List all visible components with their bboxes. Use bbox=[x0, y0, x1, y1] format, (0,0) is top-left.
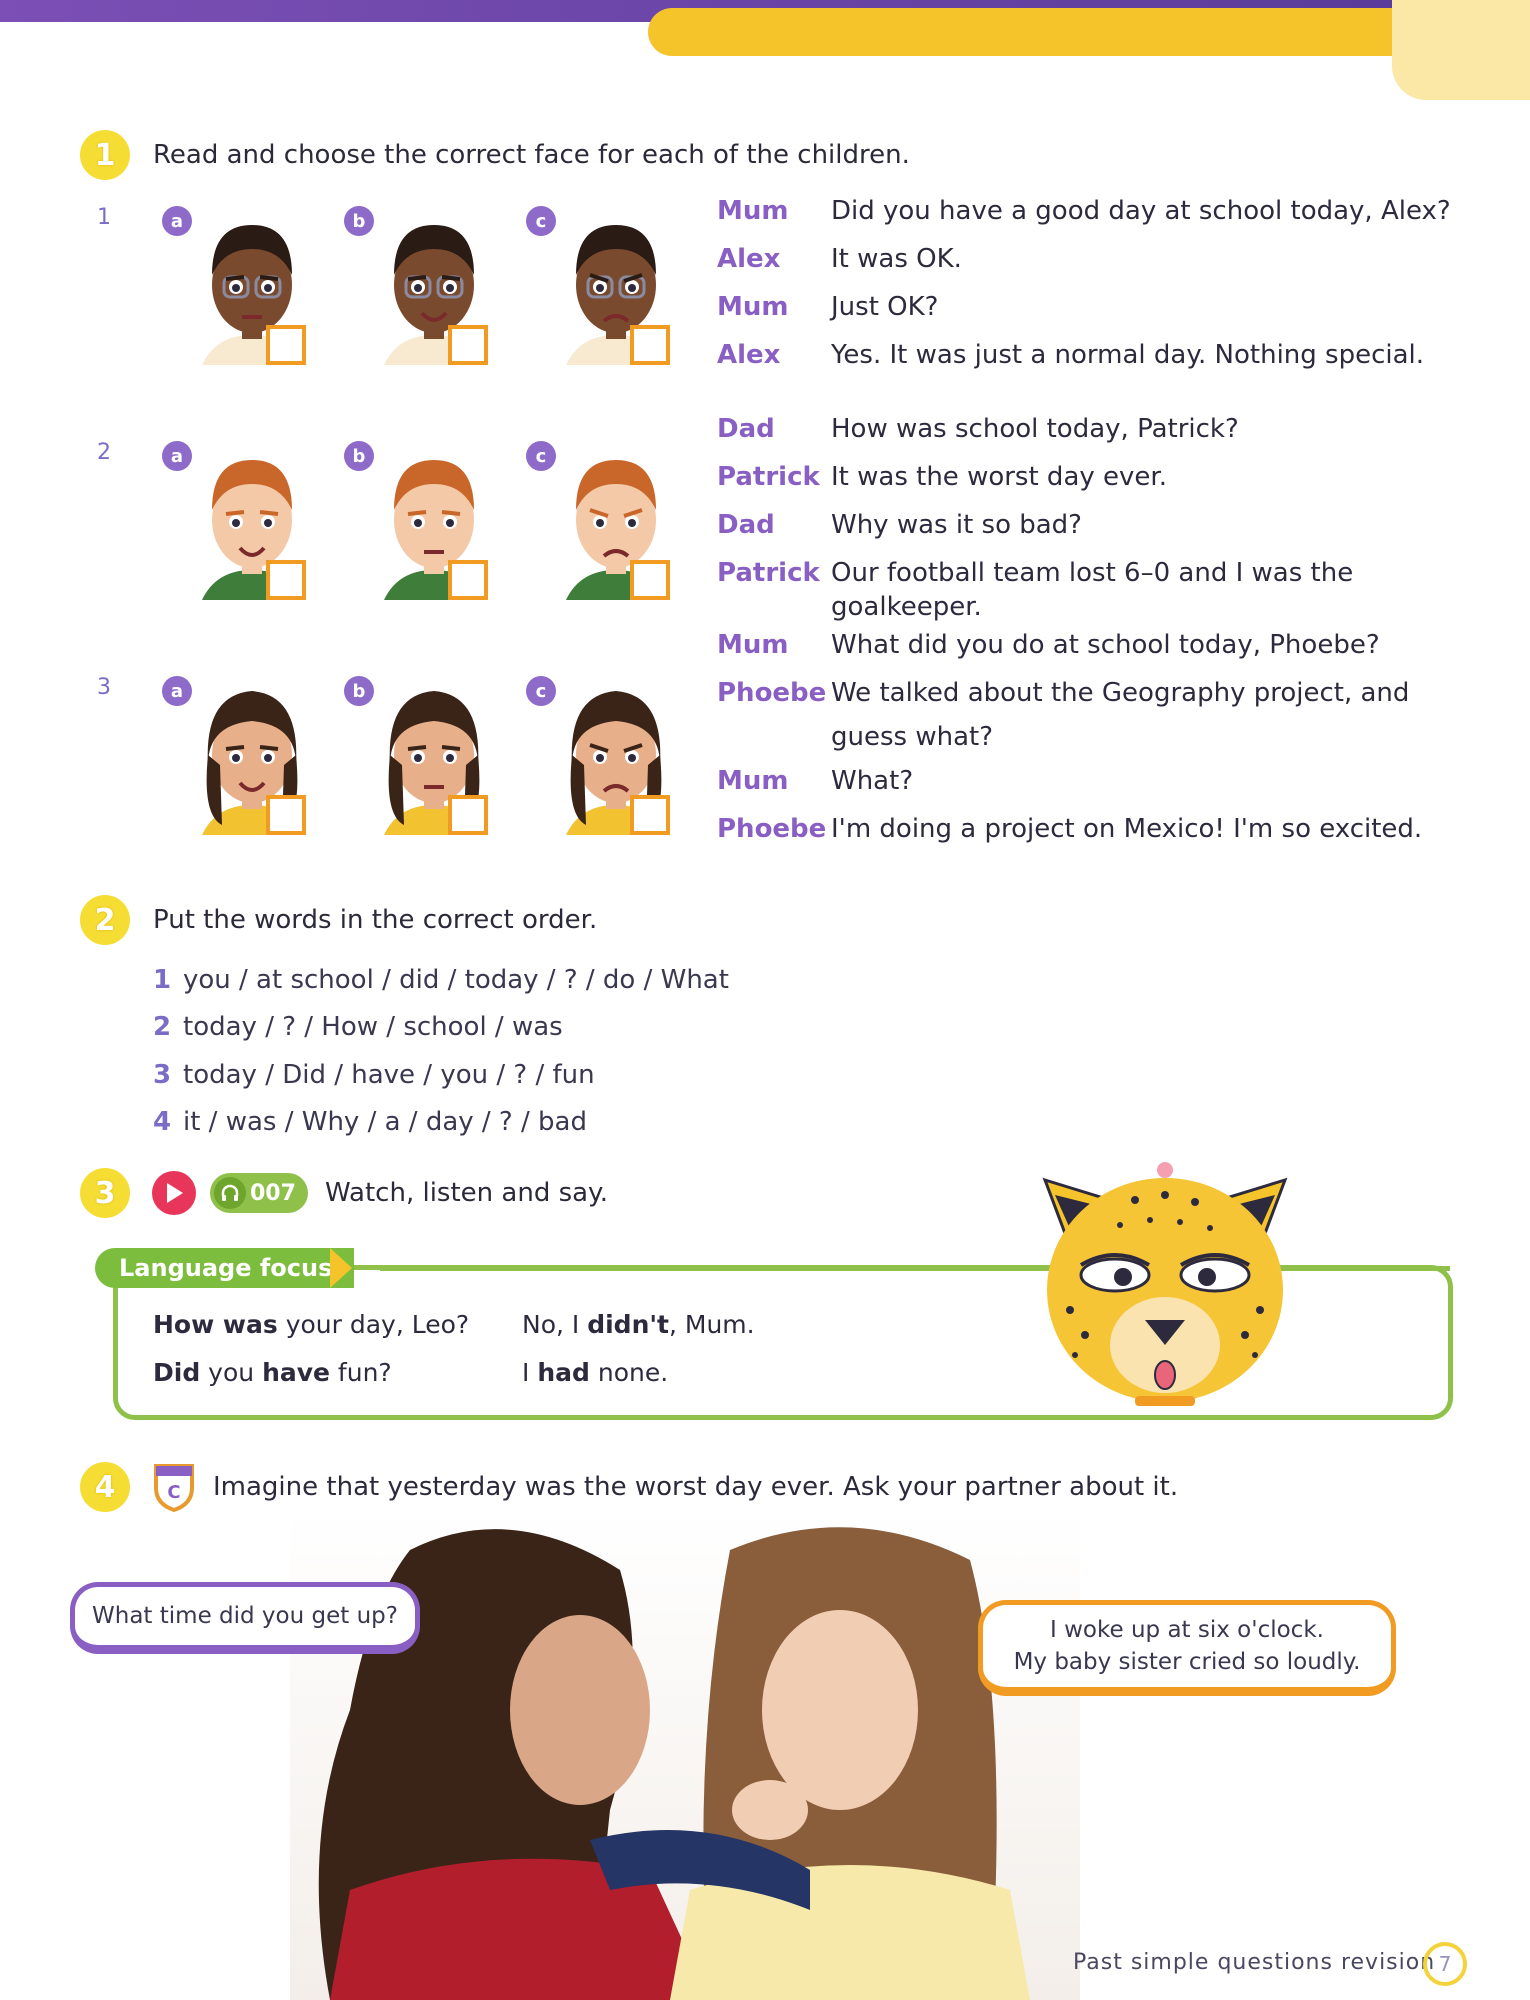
audio-track-number: 007 bbox=[250, 1180, 296, 1206]
headphones-icon bbox=[214, 1177, 246, 1209]
dialogue-text: Did you have a good day at school today, Alex? bbox=[831, 196, 1451, 226]
dialogue-speaker: Patrick bbox=[717, 462, 820, 492]
answer-checkbox[interactable] bbox=[630, 560, 670, 600]
face-option-label: c bbox=[526, 206, 556, 236]
dialogue-speaker: Mum bbox=[717, 766, 789, 796]
face-option-label: b bbox=[344, 441, 374, 471]
speech-bubble-left-text: What time did you get up? bbox=[70, 1582, 420, 1654]
lf-answer-1: No, I didn't, Mum. bbox=[522, 1310, 755, 1339]
face-option-label: c bbox=[526, 441, 556, 471]
dialogue-text: How was school today, Patrick? bbox=[831, 414, 1239, 444]
exercise-1-badge: 1 bbox=[80, 130, 130, 180]
dialogue-speaker bbox=[717, 720, 831, 754]
exercise-4-instruction: Imagine that yesterday was the worst day ever. Ask your partner about it. bbox=[213, 1472, 1179, 1502]
dialogue-speaker: Dad bbox=[717, 414, 775, 444]
dialogue-text: What? bbox=[831, 766, 914, 796]
order-item-3: 3 today / Did / have / you / ? / fun bbox=[153, 1060, 595, 1090]
dialogue-text: Why was it so bad? bbox=[831, 510, 1082, 540]
dialogue-line bbox=[717, 194, 1471, 228]
face-option-label: a bbox=[162, 441, 192, 471]
play-video-icon[interactable] bbox=[152, 1171, 196, 1215]
dialogue-line bbox=[717, 764, 1471, 798]
answer-checkbox[interactable] bbox=[448, 325, 488, 365]
dialogue-text: We talked about the Geography project, and bbox=[831, 678, 1410, 708]
dialogue-speaker: Mum bbox=[717, 630, 789, 660]
page-corner-tab bbox=[1392, 0, 1530, 100]
face-row-number: 1 bbox=[97, 205, 111, 230]
dialogue-line bbox=[717, 460, 1471, 494]
dialogue-line bbox=[717, 556, 1471, 624]
lf-question-1: How was your day, Leo? bbox=[153, 1310, 470, 1339]
face-option-label: c bbox=[526, 676, 556, 706]
dialogue-speaker: Alex bbox=[717, 340, 781, 370]
dialogue-line bbox=[717, 628, 1471, 662]
order-item-2: 2 today / ? / How / school / was bbox=[153, 1012, 563, 1042]
face-row-number: 2 bbox=[97, 440, 111, 465]
dialogue-speaker: Phoebe bbox=[717, 814, 827, 844]
face-option-label: a bbox=[162, 676, 192, 706]
exercise-1-instruction: Read and choose the correct face for each of the children. bbox=[153, 140, 910, 170]
dialogue-line bbox=[717, 290, 1471, 324]
dialogue-line bbox=[717, 508, 1471, 542]
answer-checkbox[interactable] bbox=[448, 795, 488, 835]
language-focus-arrow bbox=[330, 1248, 352, 1288]
dialogue-speaker: Mum bbox=[717, 292, 789, 322]
dialogue-text: Yes. It was just a normal day. Nothing special. bbox=[831, 340, 1425, 370]
cheetah-leo-illustration bbox=[1015, 1140, 1315, 1420]
dialogue-speaker: Phoebe bbox=[717, 678, 827, 708]
speech-bubble-left bbox=[70, 1582, 420, 1654]
dialogue-text: Just OK? bbox=[831, 292, 939, 322]
dialogue-line bbox=[717, 338, 1471, 372]
exercise-2-instruction: Put the words in the correct order. bbox=[153, 905, 598, 935]
dialogue-text: I'm doing a project on Mexico! I'm so excited. bbox=[831, 814, 1423, 844]
face-row-number: 3 bbox=[97, 675, 111, 700]
exercise-3-instruction: Watch, listen and say. bbox=[325, 1178, 609, 1208]
dialogue-line bbox=[717, 242, 1471, 276]
dialogue-text: It was the worst day ever. bbox=[831, 462, 1167, 492]
face-option-label: a bbox=[162, 206, 192, 236]
dialogue-text: It was OK. bbox=[831, 244, 962, 274]
speech-bubble-right bbox=[978, 1600, 1396, 1696]
dialogue-line bbox=[717, 720, 1471, 754]
svg-text:C: C bbox=[167, 1482, 181, 1503]
lf-answer-2: I had none. bbox=[522, 1358, 669, 1387]
dialogue-text: What did you do at school today, Phoebe? bbox=[831, 630, 1380, 660]
lf-question-2: Did you have fun? bbox=[153, 1358, 392, 1387]
dialogue-text: Our football team lost 6–0 and I was the goalkeeper. bbox=[831, 558, 1354, 622]
dialogue-speaker: Dad bbox=[717, 510, 775, 540]
order-item-1: 1 you / at school / did / today / ? / do / What bbox=[153, 965, 729, 995]
answer-checkbox[interactable] bbox=[266, 795, 306, 835]
order-item-4: 4 it / was / Why / a / day / ? / bad bbox=[153, 1107, 587, 1137]
dialogue-speaker: Alex bbox=[717, 244, 781, 274]
dialogue-speaker: Patrick bbox=[717, 558, 820, 588]
answer-checkbox[interactable] bbox=[630, 325, 670, 365]
dialogue-speaker: Mum bbox=[717, 196, 789, 226]
footer-section-title: Past simple questions revision bbox=[1073, 1950, 1436, 1975]
speech-bubble-right-line-1: I woke up at six o'clock. bbox=[1050, 1617, 1324, 1643]
face-option-label: b bbox=[344, 676, 374, 706]
audio-track-button[interactable] bbox=[210, 1173, 308, 1213]
dialogue-text: guess what? bbox=[831, 722, 994, 752]
answer-checkbox[interactable] bbox=[266, 325, 306, 365]
answer-checkbox[interactable] bbox=[448, 560, 488, 600]
speech-bubble-right-line-2: My baby sister cried so loudly. bbox=[1013, 1649, 1361, 1675]
exercise-2-badge: 2 bbox=[80, 895, 130, 945]
language-focus-title: Language focus bbox=[95, 1248, 354, 1288]
face-option-label: b bbox=[344, 206, 374, 236]
dialogue-line bbox=[717, 676, 1471, 710]
critical-thinking-shield-icon bbox=[152, 1462, 196, 1512]
exercise-4-badge: 4 bbox=[80, 1462, 130, 1512]
answer-checkbox[interactable] bbox=[630, 795, 670, 835]
dialogue-line bbox=[717, 812, 1471, 846]
answer-checkbox[interactable] bbox=[266, 560, 306, 600]
top-banner-yellow bbox=[648, 8, 1400, 56]
dialogue-line bbox=[717, 412, 1471, 446]
exercise-3-badge: 3 bbox=[80, 1168, 130, 1218]
page-number: 7 bbox=[1423, 1942, 1467, 1986]
